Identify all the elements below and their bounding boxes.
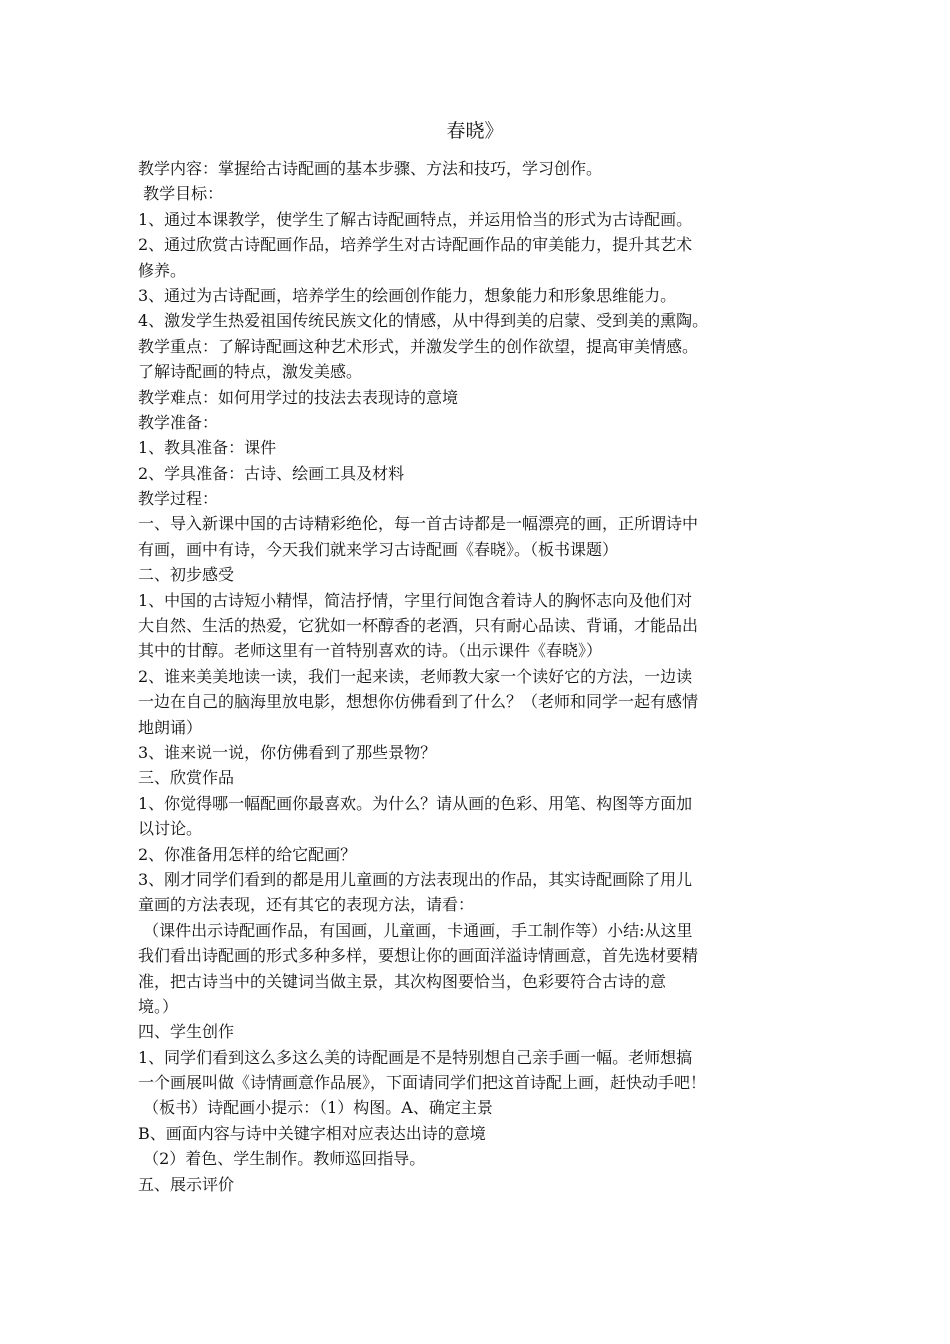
text-line: 2、你准备用怎样的给它配画？: [138, 844, 357, 864]
text-line: 二、初步感受: [138, 565, 235, 585]
text-line: 3、通过为古诗配画，培养学生的绘画创作能力，想象能力和形象思维能力。: [138, 285, 677, 305]
document-title: 春晓》: [446, 120, 504, 142]
text-line: 1、教具准备：课件: [138, 438, 277, 458]
text-line: 教学目标：: [138, 184, 224, 204]
text-line: 3、刚才同学们看到的都是用儿童画的方法表现出的作品，其实诗配画除了用儿: [138, 869, 693, 889]
text-line: 了解诗配画的特点，激发美感。: [138, 362, 363, 382]
text-line: 教学内容：掌握给古诗配画的基本步骤、方法和技巧，学习创作。: [138, 159, 603, 178]
text-line: （课件出示诗配画作品，有国画，儿童画，卡通画，手工制作等）小结:从这里: [138, 920, 693, 940]
text-line: 教学重点：了解诗配画这种艺术形式，并激发学生的创作欲望，提高审美情感。: [138, 336, 699, 356]
text-line: 五、展示评价: [138, 1174, 235, 1194]
text-line: 教学难点：如何用学过的技法去表现诗的意境: [138, 387, 459, 407]
text-line: 一个画展叫做《诗情画意作品展》，下面请同学们把这首诗配上画，赶快动手吧！: [138, 1073, 707, 1093]
text-line: （2）着色、学生制作。教师巡回指导。: [138, 1149, 426, 1169]
text-line: 教学准备：: [138, 412, 219, 432]
text-line: 1、你觉得哪一幅配画你最喜欢。为什么？请从画的色彩、用笔、构图等方面加: [138, 793, 693, 813]
text-line: 教学过程：: [138, 489, 219, 509]
text-line: 1、通过本课教学，使学生了解古诗配画特点，并运用恰当的形式为古诗配画。: [138, 209, 693, 229]
text-line: 准，把古诗当中的关键词当做主景，其次构图要恰当，色彩要符合古诗的意: [138, 971, 667, 991]
document-body: [138, 156, 828, 1197]
text-line: 我们看出诗配画的形式多种多样，要想让你的画面洋溢诗情画意，首先选材要精: [138, 946, 699, 966]
text-line: 4、激发学生热爱祖国传统民族文化的情感，从中得到美的启蒙、受到美的熏陶。: [138, 311, 709, 331]
text-line: 大自然、生活的热爱，它犹如一杯醇香的老酒，只有耐心品读、背诵，才能品出: [138, 616, 699, 636]
text-line: 2、谁来美美地读一读，我们一起来读，老师教大家一个读好它的方法，一边读: [138, 666, 693, 686]
text-line: 3、谁来说一说，你仿佛看到了那些景物？: [138, 742, 437, 762]
text-line: 有画，画中有诗，今天我们就来学习古诗配画《春晓》。（板书课题）: [138, 539, 619, 559]
text-line: 境。）: [138, 996, 179, 1016]
text-line: 2、学具准备：古诗、绘画工具及材料: [138, 463, 405, 483]
text-line: （板书）诗配画小提示：（1）构图。A、确定主景: [138, 1098, 493, 1118]
text-line: 1、中国的古诗短小精悍，简洁抒情，字里行间饱含着诗人的胸怀志向及他们对: [138, 590, 693, 610]
text-line: 以讨论。: [138, 819, 203, 839]
text-line: 四、学生创作: [138, 1022, 235, 1042]
text-line: 地朗诵）: [138, 717, 203, 737]
text-line: 童画的方法表现，还有其它的表现方法，请看：: [138, 895, 475, 915]
text-line: 其中的甘醇。老师这里有一首特别喜欢的诗。（出示课件《春晓》）: [138, 641, 603, 661]
text-line: 2、通过欣赏古诗配画作品，培养学生对古诗配画作品的审美能力，提升其艺术: [138, 235, 693, 255]
text-line: 三、欣赏作品: [138, 768, 235, 788]
text-line: 一边在自己的脑海里放电影，想想你仿佛看到了什么？（老师和同学一起有感情: [138, 692, 699, 712]
text-line: 一、导入新课中国的古诗精彩绝伦，每一首古诗都是一幅漂亮的画，正所谓诗中: [138, 514, 699, 534]
text-line: 修养。: [138, 260, 187, 280]
text-line: 1、同学们看到这么多这么美的诗配画是不是特别想自己亲手画一幅。老师想搞: [138, 1047, 693, 1067]
text-line: B、画面内容与诗中关键字相对应表达出诗的意境: [138, 1123, 486, 1143]
